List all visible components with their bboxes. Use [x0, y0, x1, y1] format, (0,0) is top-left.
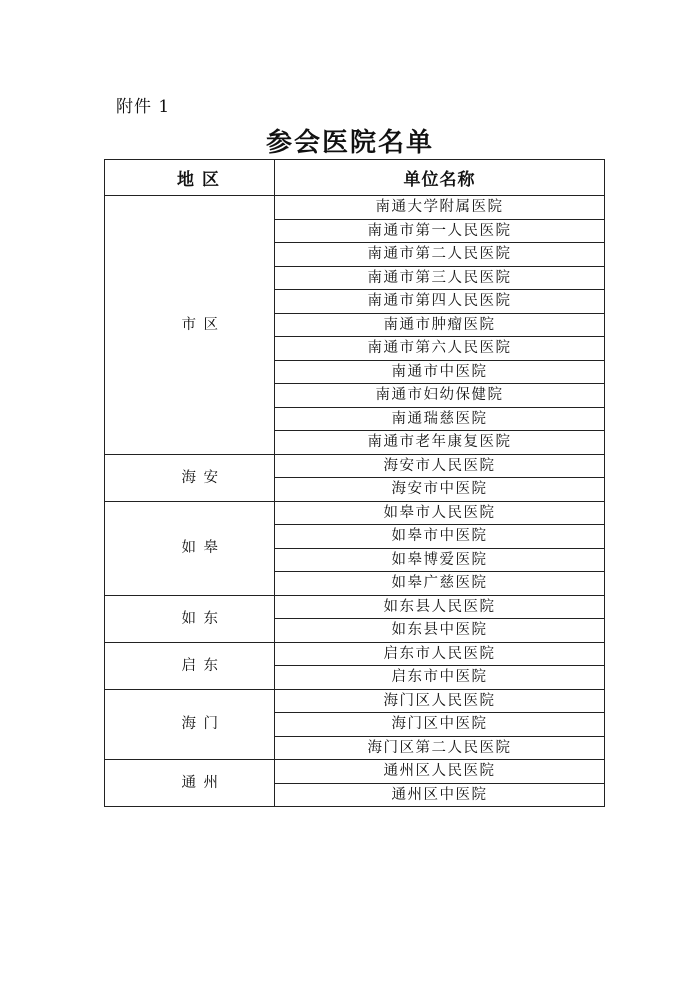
hospital-name-cell: 如皋博爱医院 — [275, 548, 605, 572]
hospital-name-cell: 海门区中医院 — [275, 713, 605, 737]
hospital-name-cell: 海门区第二人民医院 — [275, 736, 605, 760]
hospital-name-cell: 南通市第三人民医院 — [275, 266, 605, 290]
hospital-name-cell: 南通市中医院 — [275, 360, 605, 384]
attachment-label: 附件 1 — [116, 97, 171, 117]
region-cell: 海 门 — [105, 689, 275, 760]
hospital-name-cell: 启东市中医院 — [275, 666, 605, 690]
hospital-name-cell: 通州区中医院 — [275, 783, 605, 807]
region-cell: 如 皋 — [105, 501, 275, 595]
table-header-row — [105, 160, 605, 196]
region-cell: 启 东 — [105, 642, 275, 689]
hospital-name-cell: 海安市中医院 — [275, 478, 605, 502]
table-row — [105, 454, 605, 478]
table-row — [105, 689, 605, 713]
hospital-name-cell: 南通市第二人民医院 — [275, 243, 605, 267]
hospital-name-cell: 海安市人民医院 — [275, 454, 605, 478]
table-body — [105, 196, 605, 807]
hospital-list-table — [104, 159, 605, 807]
table-row — [105, 760, 605, 784]
hospital-name-cell: 南通市第六人民医院 — [275, 337, 605, 361]
table-row — [105, 196, 605, 220]
table-row — [105, 501, 605, 525]
hospital-name-cell: 南通市第四人民医院 — [275, 290, 605, 314]
table-row — [105, 595, 605, 619]
table-row — [105, 642, 605, 666]
region-header: 地 区 — [105, 160, 275, 196]
hospital-name-cell: 南通大学附属医院 — [275, 196, 605, 220]
unit-name-header: 单位名称 — [275, 160, 605, 196]
hospital-name-cell: 南通瑞慈医院 — [275, 407, 605, 431]
hospital-name-cell: 南通市第一人民医院 — [275, 219, 605, 243]
hospital-name-cell: 如皋市人民医院 — [275, 501, 605, 525]
hospital-name-cell: 南通市妇幼保健院 — [275, 384, 605, 408]
region-cell: 如 东 — [105, 595, 275, 642]
hospital-name-cell: 如东县中医院 — [275, 619, 605, 643]
region-cell: 市 区 — [105, 196, 275, 455]
hospital-name-cell: 通州区人民医院 — [275, 760, 605, 784]
region-cell: 海 安 — [105, 454, 275, 501]
hospital-name-cell: 如皋市中医院 — [275, 525, 605, 549]
hospital-name-cell: 如东县人民医院 — [275, 595, 605, 619]
hospital-name-cell: 海门区人民医院 — [275, 689, 605, 713]
region-cell: 通 州 — [105, 760, 275, 807]
hospital-name-cell: 启东市人民医院 — [275, 642, 605, 666]
hospital-name-cell: 南通市老年康复医院 — [275, 431, 605, 455]
hospital-name-cell: 南通市肿瘤医院 — [275, 313, 605, 337]
hospital-name-cell: 如皋广慈医院 — [275, 572, 605, 596]
document-title: 参会医院名单 — [265, 128, 434, 158]
